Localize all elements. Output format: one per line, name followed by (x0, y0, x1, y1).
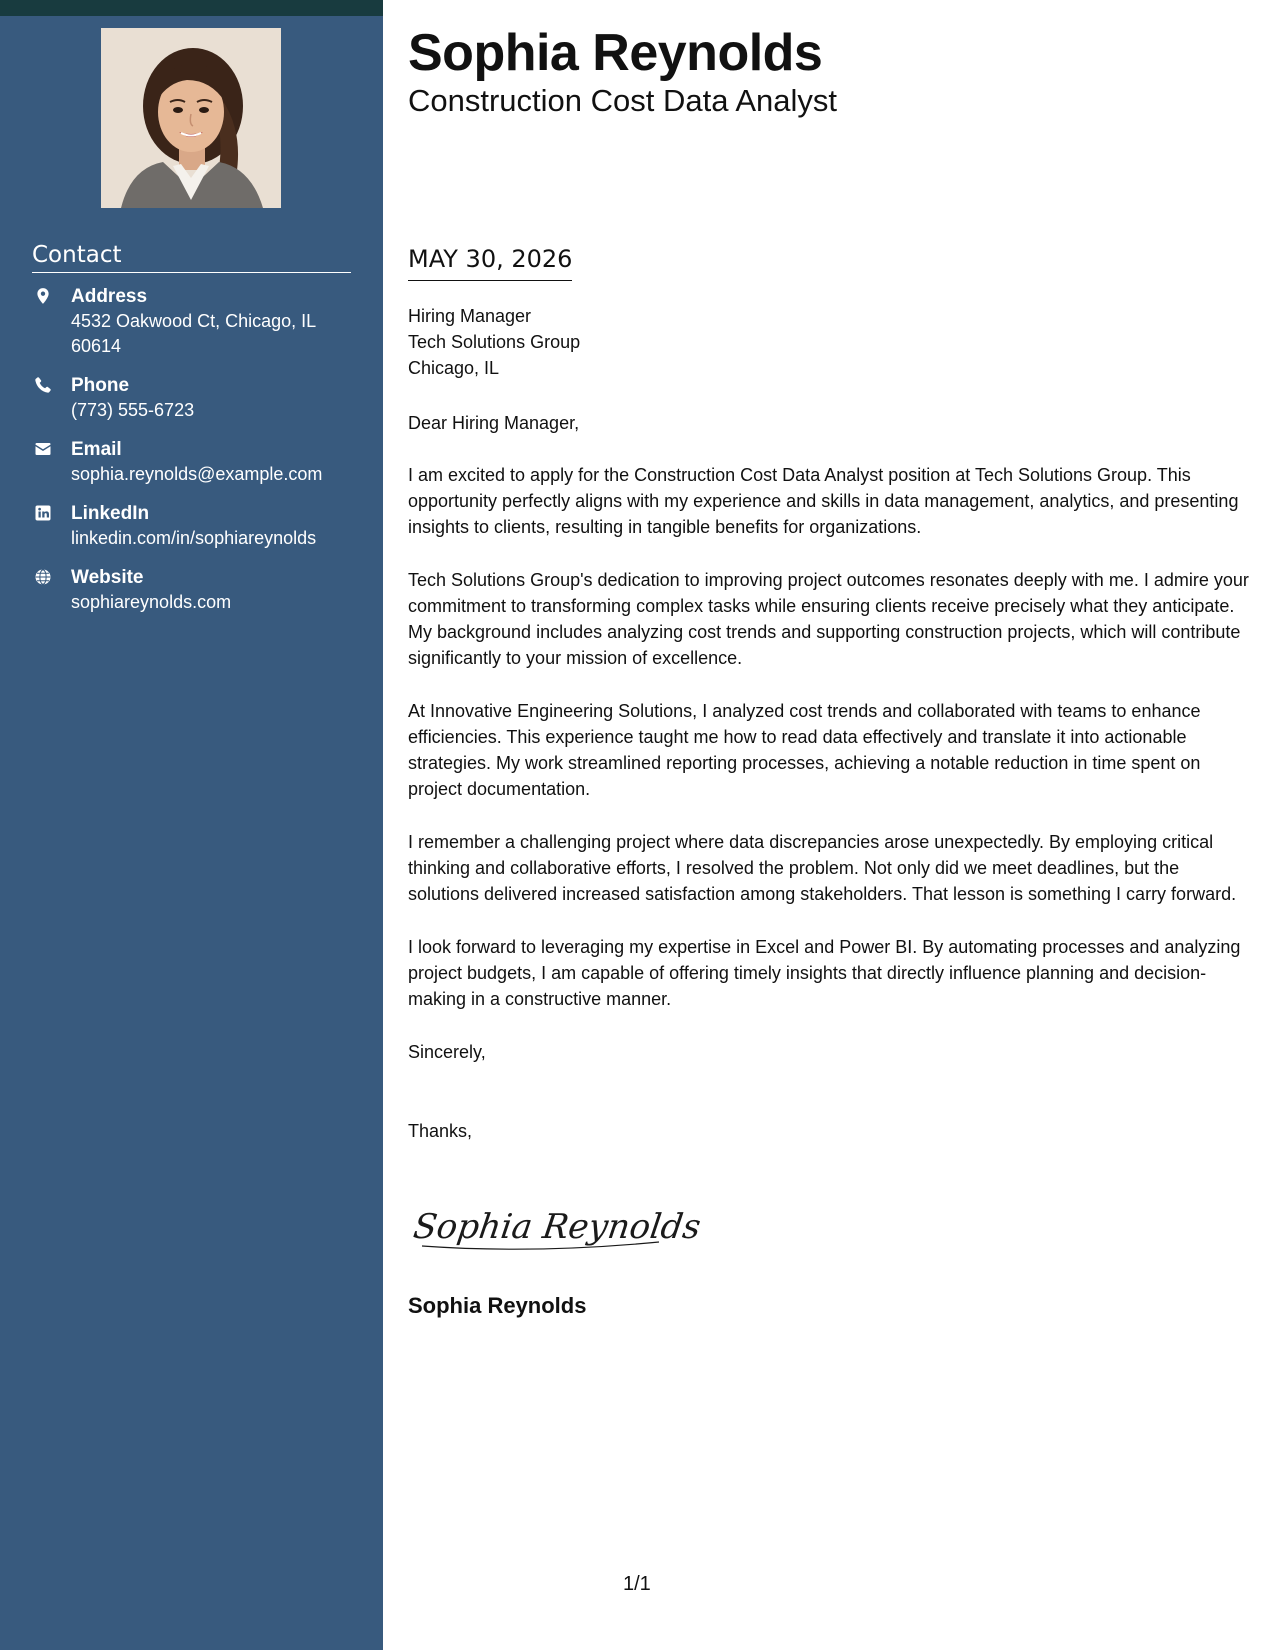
contact-list (32, 285, 362, 630)
phone-value: (773) 555-6723 (71, 400, 195, 420)
job-title: Construction Cost Data Analyst (408, 83, 838, 118)
signature-text: Sophia Reynolds (410, 1207, 704, 1247)
phone-icon (34, 376, 52, 394)
letter-date: MAY 30, 2026 (408, 244, 572, 281)
handwritten-signature (410, 1196, 704, 1256)
linkedin-value[interactable]: linkedin.com/in/sophiareynolds (71, 528, 317, 548)
sidebar-top-bar (0, 0, 383, 16)
contact-item-email (32, 438, 362, 487)
recipient-line: Tech Solutions Group (408, 332, 581, 352)
letter-body (408, 410, 1253, 1171)
recipient-line: Hiring Manager (408, 306, 532, 326)
thanks-line: Thanks, (408, 1121, 473, 1141)
contact-label: LinkedIn (71, 503, 150, 524)
salutation: Dear Hiring Manager, (408, 413, 580, 433)
body-paragraph: I am excited to apply for the Construction Cost Data Analyst position at Tech Solutions Group. This opportunity perfectly aligns with my experience and skills in data management, analytics, and presenting insights to clients, resulting in tangible benefits for organizations. (408, 465, 1239, 537)
body-paragraph: I look forward to leveraging my expertise in Excel and Power BI. By automating processes and analyzing project budgets, I am capable of offering timely insights that directly influence planning and decision-making in a constructive manner. (408, 937, 1241, 1009)
contact-label: Phone (71, 375, 130, 396)
contact-item-address (32, 285, 362, 359)
body-paragraph: At Innovative Engineering Solutions, I analyzed cost trends and collaborated with teams to enhance efficiencies. This experience taught me how to read data effectively and translate it into actionable strategies. My work streamlined reporting processes, achieving a notable reduction in time spent on project documentation. (408, 701, 1201, 799)
sidebar (0, 0, 383, 1650)
body-paragraph: Tech Solutions Group's dedication to improving project outcomes resonates deeply with me. I admire your commitment to transforming complex tasks while ensuring clients receive precisely what they anticipate. My background includes analyzing cost trends and supporting construction projects, which will contribute significantly to your mission of excellence. (408, 570, 1249, 668)
recipient-block (408, 303, 580, 381)
contact-label: Email (71, 439, 122, 460)
contact-label: Address (71, 286, 148, 307)
recipient-line: Chicago, IL (408, 358, 500, 378)
address-value: 4532 Oakwood Ct, Chicago, IL 60614 (71, 311, 316, 356)
contact-label: Website (71, 567, 144, 588)
body-paragraph: I remember a challenging project where data discrepancies arose unexpectedly. By employing critical thinking and collaborative efforts, I resolved the problem. Not only did we meet deadlines, but the solutions delivered increased satisfaction among stakeholders. That lesson is something I carry forward. (408, 832, 1237, 904)
page-number: 1/1 (623, 1573, 651, 1595)
contact-item-linkedin (32, 502, 362, 551)
globe-icon (34, 568, 52, 586)
avatar-portrait (101, 28, 281, 208)
envelope-icon (34, 440, 52, 458)
website-value[interactable]: sophiareynolds.com (71, 592, 232, 612)
closing: Sincerely, (408, 1042, 486, 1062)
contact-item-phone (32, 374, 362, 423)
applicant-name: Sophia Reynolds (408, 24, 823, 82)
avatar (101, 28, 281, 208)
contact-heading: Contact (32, 242, 351, 273)
linkedin-icon (34, 504, 52, 522)
signer-name: Sophia Reynolds (408, 1293, 587, 1318)
location-pin-icon (34, 287, 52, 305)
email-value[interactable]: sophia.reynolds@example.com (71, 464, 323, 484)
letter-main (408, 0, 1253, 1650)
contact-item-website (32, 566, 362, 615)
